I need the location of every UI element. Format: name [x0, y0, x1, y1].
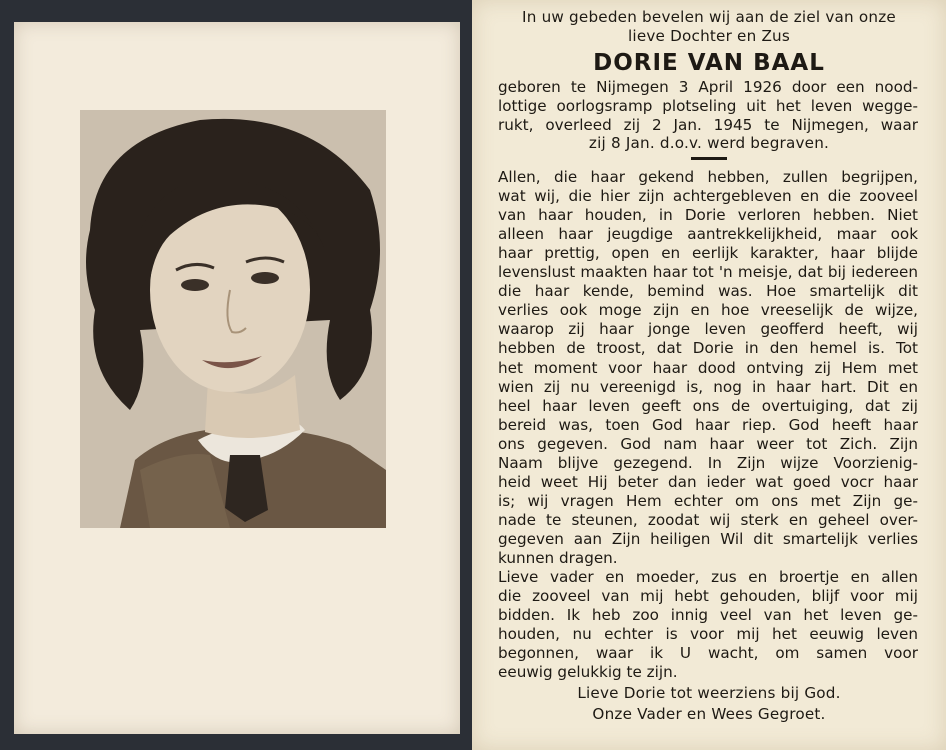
paragraph-1-line: is; wij vragen Hem echter om ons met Zijn ge- — [498, 491, 918, 510]
paragraph-1-line: nade te steunen, zoodat wij sterk en geheel over- — [498, 510, 918, 529]
paragraph-1-line: haar prettig, open en eerlijk karakter, haar blijde — [498, 244, 918, 263]
paragraph-1-line: die haar kende, bemind was. Hoe smartelijk dit — [498, 282, 918, 301]
paragraph-1-line: Naam blijve gezegend. In Zijn wijze Voorzienig- — [498, 453, 918, 472]
paragraph-2-line: begonnen, waar ik U wacht, om samen voor — [498, 644, 918, 663]
paragraph-2-line: bidden. Ik heb zoo innig veel van het leven ge- — [498, 606, 918, 625]
closing-line-2: Onze Vader en Wees Gegroet. — [592, 705, 826, 723]
paragraph-1-line: heel haar leven geeft ons de overtuiging, dat zij — [498, 396, 918, 415]
paragraph-1-line: heid weet Hij beter dan ieder wat goed vocr haar — [498, 472, 918, 491]
paragraph-1-line: verlies ook moge zijn en hoe vreeselijk de wijze, — [498, 301, 918, 320]
bio-line: lottige oorlogsramp plotseling uit het leven wegge- — [498, 97, 918, 115]
paragraph-1-line: gegeven aan Zijn heiligen Wil dit smartelijk verlies — [498, 529, 918, 548]
paragraph-2-line: eeuwig gelukkig te zijn. — [498, 663, 678, 682]
closing-line-1: Lieve Dorie tot weerziens bij God. — [577, 684, 841, 702]
deceased-name: DORIE VAN BAAL — [593, 50, 825, 76]
dedication-line-2: lieve Dochter en Zus — [627, 27, 790, 45]
paragraph-1-line: wat wij, die hier zijn achtergebleven en die zooveel — [498, 187, 918, 206]
memorial-card-text — [472, 0, 946, 750]
bio-line: rukt, overleed zij 2 Jan. 1945 te Nijmegen, waar — [498, 116, 918, 134]
paragraph-2-line: houden, nu echter is voor mij het eeuwig leven — [498, 625, 918, 644]
paragraph-1-line: Allen, die haar gekend hebben, zullen begrijpen, — [498, 168, 918, 186]
divider — [691, 157, 727, 160]
paragraph-1-line: het moment voor haar dood ontving zij Hem met — [498, 358, 918, 377]
paragraph-2-line: Lieve vader en moeder, zus en broertje en allen — [498, 568, 918, 587]
memorial-card-front — [14, 22, 460, 734]
paragraph-1-line: wien zij nu vereenigd is, nog in haar hart. Dit en — [498, 377, 918, 396]
portrait-photo — [80, 110, 386, 528]
paragraph-1-line: levenslust maakten haar tot 'n meisje, dat bij iedereen — [498, 263, 918, 282]
paragraph-1-line: ons gegeven. God nam haar weer tot Zich. Zijn — [498, 434, 918, 453]
bio-line: zij 8 Jan. d.o.v. werd begraven. — [588, 134, 830, 152]
paragraph-1-line: bereid was, toen God haar riep. God heeft haar — [498, 415, 918, 434]
paragraph-1-line: alleen haar jeugdige aantrekkelijkheid, maar ook — [498, 225, 918, 244]
paragraph-1-line: kunnen dragen. — [498, 549, 618, 567]
paragraph-2-line: die zooveel van mij hebt gehouden, blijf voor mij — [498, 587, 918, 606]
bio-line: geboren te Nijmegen 3 April 1926 door een nood- — [498, 78, 918, 96]
paragraph-1-line: waarop zij haar jonge leven geofferd heeft, wij — [498, 320, 918, 339]
dedication-line-1: In uw gebeden bevelen wij aan de ziel van onze — [522, 8, 896, 26]
paragraph-1-line: hebben de troost, dat Dorie in den hemel is. Tot — [498, 339, 918, 358]
portrait-photo-image — [80, 110, 386, 528]
paragraph-1-line: van haar houden, in Dorie verloren hebben. Niet — [498, 206, 918, 225]
